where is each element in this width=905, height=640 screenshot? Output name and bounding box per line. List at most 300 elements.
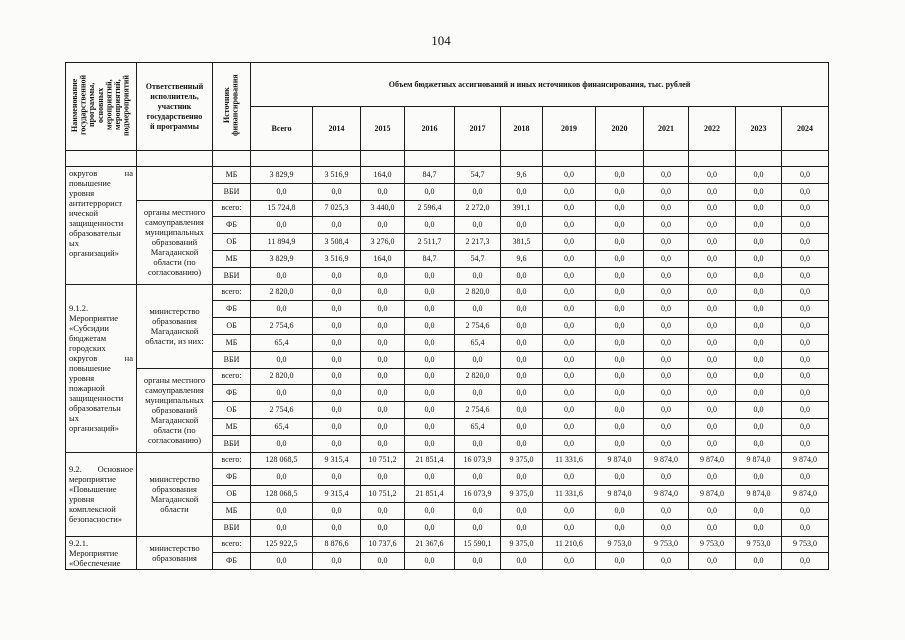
funding-source: ВБИ <box>213 267 251 284</box>
amount-cell: 0,0 <box>405 183 455 200</box>
amount-cell: 0,0 <box>405 402 455 419</box>
amount-cell: 84,7 <box>405 250 455 267</box>
amount-cell: 0,0 <box>543 200 596 217</box>
amount-cell: 164,0 <box>361 250 405 267</box>
amount-cell: 0,0 <box>501 435 543 452</box>
amount-cell: 0,0 <box>644 318 689 335</box>
amount-cell: 0,0 <box>543 318 596 335</box>
amount-cell: 0,0 <box>455 183 501 200</box>
amount-cell: 0,0 <box>361 301 405 318</box>
amount-cell: 0,0 <box>501 553 543 570</box>
amount-cell: 0,0 <box>596 368 644 385</box>
amount-cell: 0,0 <box>543 519 596 536</box>
amount-cell: 0,0 <box>736 183 782 200</box>
amount-cell: 0,0 <box>782 167 829 184</box>
amount-cell: 0,0 <box>736 402 782 419</box>
header-funding-source <box>213 63 251 151</box>
amount-cell: 0,0 <box>596 284 644 301</box>
amount-cell: 16 073,9 <box>455 452 501 469</box>
amount-cell: 0,0 <box>405 385 455 402</box>
table-row <box>66 284 829 301</box>
column-number <box>455 151 501 167</box>
column-number <box>736 151 782 167</box>
amount-cell: 0,0 <box>405 469 455 486</box>
table-row <box>66 536 829 553</box>
header-year: 2021 <box>644 107 689 151</box>
amount-cell: 0,0 <box>596 469 644 486</box>
header-program-name-text: Наименование государственной программы, основных мероприятий, мероприятий, подмероприятий <box>69 74 131 136</box>
header-year: 2016 <box>405 107 455 151</box>
column-number <box>644 151 689 167</box>
amount-cell: 9 874,0 <box>596 486 644 503</box>
amount-cell: 0,0 <box>251 502 313 519</box>
amount-cell: 2 820,0 <box>455 284 501 301</box>
amount-cell: 9 874,0 <box>644 486 689 503</box>
amount-cell: 0,0 <box>689 385 736 402</box>
amount-cell: 0,0 <box>782 318 829 335</box>
amount-cell: 0,0 <box>543 502 596 519</box>
amount-cell: 0,0 <box>782 418 829 435</box>
amount-cell: 0,0 <box>596 200 644 217</box>
amount-cell: 0,0 <box>455 502 501 519</box>
amount-cell: 0,0 <box>313 502 361 519</box>
amount-cell: 0,0 <box>782 334 829 351</box>
amount-cell: 0,0 <box>405 334 455 351</box>
header-year: 2020 <box>596 107 644 151</box>
amount-cell: 0,0 <box>251 385 313 402</box>
amount-cell: 0,0 <box>313 402 361 419</box>
amount-cell: 0,0 <box>644 385 689 402</box>
funding-source: ФБ <box>213 385 251 402</box>
column-number <box>361 151 405 167</box>
amount-cell: 0,0 <box>501 183 543 200</box>
amount-cell: 0,0 <box>689 183 736 200</box>
amount-cell: 0,0 <box>313 368 361 385</box>
amount-cell: 0,0 <box>361 284 405 301</box>
amount-cell: 0,0 <box>644 519 689 536</box>
amount-cell: 0,0 <box>313 519 361 536</box>
amount-cell: 0,0 <box>644 267 689 284</box>
column-number <box>137 151 213 167</box>
amount-cell: 0,0 <box>405 217 455 234</box>
amount-cell: 0,0 <box>543 267 596 284</box>
amount-cell: 0,0 <box>736 502 782 519</box>
amount-cell: 0,0 <box>736 351 782 368</box>
amount-cell: 0,0 <box>596 183 644 200</box>
amount-cell: 9 375,0 <box>501 452 543 469</box>
amount-cell: 0,0 <box>736 334 782 351</box>
amount-cell: 0,0 <box>313 217 361 234</box>
amount-cell: 0,0 <box>782 519 829 536</box>
amount-cell: 9 375,0 <box>501 536 543 553</box>
amount-cell: 128 068,5 <box>251 486 313 503</box>
program-item-name: 9.2.1. Мероприятие «Обеспечение <box>66 536 137 570</box>
amount-cell: 0,0 <box>782 502 829 519</box>
amount-cell: 0,0 <box>455 301 501 318</box>
amount-cell: 0,0 <box>405 418 455 435</box>
amount-cell: 9 874,0 <box>782 486 829 503</box>
funding-source: ВБИ <box>213 519 251 536</box>
amount-cell: 0,0 <box>596 167 644 184</box>
amount-cell: 0,0 <box>313 334 361 351</box>
amount-cell: 0,0 <box>644 250 689 267</box>
amount-cell: 0,0 <box>405 351 455 368</box>
amount-cell: 9 874,0 <box>689 452 736 469</box>
amount-cell: 0,0 <box>596 502 644 519</box>
amount-cell: 9 874,0 <box>596 452 644 469</box>
funding-source: всего: <box>213 284 251 301</box>
funding-source: МБ <box>213 250 251 267</box>
amount-cell: 0,0 <box>644 402 689 419</box>
executor-name: органы местного самоуправления муниципальных образований Магаданской области (по согласованию) <box>137 200 213 284</box>
amount-cell: 0,0 <box>405 435 455 452</box>
amount-cell: 0,0 <box>361 183 405 200</box>
amount-cell: 2 820,0 <box>455 368 501 385</box>
funding-source: ОБ <box>213 318 251 335</box>
amount-cell: 0,0 <box>689 519 736 536</box>
amount-cell: 0,0 <box>689 318 736 335</box>
column-number <box>66 151 137 167</box>
amount-cell: 0,0 <box>689 217 736 234</box>
amount-cell: 0,0 <box>782 368 829 385</box>
amount-cell: 9,6 <box>501 167 543 184</box>
amount-cell: 0,0 <box>455 385 501 402</box>
funding-source: МБ <box>213 334 251 351</box>
amount-cell: 84,7 <box>405 167 455 184</box>
amount-cell: 0,0 <box>644 217 689 234</box>
amount-cell: 0,0 <box>361 502 405 519</box>
amount-cell: 9 753,0 <box>596 536 644 553</box>
amount-cell: 0,0 <box>361 519 405 536</box>
amount-cell: 0,0 <box>501 385 543 402</box>
amount-cell: 0,0 <box>689 234 736 251</box>
amount-cell: 0,0 <box>361 402 405 419</box>
amount-cell: 0,0 <box>736 418 782 435</box>
header-year: 2024 <box>782 107 829 151</box>
table-row <box>66 167 829 184</box>
amount-cell: 0,0 <box>736 469 782 486</box>
amount-cell: 0,0 <box>782 301 829 318</box>
amount-cell: 9 874,0 <box>782 452 829 469</box>
amount-cell: 11 331,6 <box>543 452 596 469</box>
amount-cell: 0,0 <box>736 368 782 385</box>
column-number <box>405 151 455 167</box>
amount-cell: 0,0 <box>736 234 782 251</box>
amount-cell: 0,0 <box>782 250 829 267</box>
amount-cell: 0,0 <box>736 267 782 284</box>
amount-cell: 0,0 <box>455 435 501 452</box>
amount-cell: 0,0 <box>455 267 501 284</box>
amount-cell: 0,0 <box>736 385 782 402</box>
header-executor: Ответственный исполнитель, участник государственно й программы <box>137 63 213 151</box>
amount-cell: 0,0 <box>543 418 596 435</box>
amount-cell: 0,0 <box>405 267 455 284</box>
amount-cell: 0,0 <box>782 553 829 570</box>
amount-cell: 391,1 <box>501 200 543 217</box>
amount-cell: 9 753,0 <box>689 536 736 553</box>
amount-cell: 11 331,6 <box>543 486 596 503</box>
amount-cell: 7 025,3 <box>313 200 361 217</box>
amount-cell: 0,0 <box>596 301 644 318</box>
amount-cell: 0,0 <box>405 502 455 519</box>
amount-cell: 21 851,4 <box>405 486 455 503</box>
column-number <box>543 151 596 167</box>
amount-cell: 0,0 <box>543 435 596 452</box>
amount-cell: 0,0 <box>782 217 829 234</box>
amount-cell: 0,0 <box>644 368 689 385</box>
amount-cell: 0,0 <box>501 469 543 486</box>
amount-cell: 0,0 <box>501 402 543 419</box>
funding-source: ФБ <box>213 301 251 318</box>
amount-cell: 0,0 <box>313 267 361 284</box>
amount-cell: 0,0 <box>251 217 313 234</box>
amount-cell: 0,0 <box>644 200 689 217</box>
amount-cell: 3 508,4 <box>313 234 361 251</box>
amount-cell: 0,0 <box>405 318 455 335</box>
funding-source: МБ <box>213 167 251 184</box>
program-item-name: 9.2. Основное мероприятие «Повышение уровня комплексной безопасности» <box>66 452 137 536</box>
amount-cell: 0,0 <box>689 200 736 217</box>
amount-cell: 0,0 <box>782 402 829 419</box>
amount-cell: 0,0 <box>251 267 313 284</box>
amount-cell: 0,0 <box>644 553 689 570</box>
executor-name: министерство образования <box>137 536 213 570</box>
amount-cell: 9 375,0 <box>501 486 543 503</box>
amount-cell: 0,0 <box>543 402 596 419</box>
header-program-name <box>66 63 137 151</box>
amount-cell: 0,0 <box>501 502 543 519</box>
amount-cell: 21 367,6 <box>405 536 455 553</box>
amount-cell: 8 876,6 <box>313 536 361 553</box>
amount-cell: 0,0 <box>644 351 689 368</box>
amount-cell: 0,0 <box>405 301 455 318</box>
header-year: 2014 <box>313 107 361 151</box>
amount-cell: 0,0 <box>361 418 405 435</box>
amount-cell: 0,0 <box>596 318 644 335</box>
amount-cell: 10 737,6 <box>361 536 405 553</box>
amount-cell: 0,0 <box>596 553 644 570</box>
amount-cell: 0,0 <box>313 351 361 368</box>
executor-name: органы местного самоуправления муниципальных образований Магаданской области (по согласованию) <box>137 368 213 452</box>
amount-cell: 9 753,0 <box>736 536 782 553</box>
funding-source: всего: <box>213 200 251 217</box>
table-body <box>66 167 829 570</box>
amount-cell: 0,0 <box>543 301 596 318</box>
amount-cell: 0,0 <box>543 284 596 301</box>
amount-cell: 15 724,8 <box>251 200 313 217</box>
amount-cell: 9 874,0 <box>689 486 736 503</box>
amount-cell: 0,0 <box>361 385 405 402</box>
amount-cell: 0,0 <box>736 519 782 536</box>
amount-cell: 0,0 <box>736 217 782 234</box>
amount-cell: 0,0 <box>596 402 644 419</box>
amount-cell: 0,0 <box>361 334 405 351</box>
amount-cell: 2 754,6 <box>455 318 501 335</box>
funding-source: всего: <box>213 368 251 385</box>
amount-cell: 0,0 <box>596 351 644 368</box>
funding-source: ФБ <box>213 217 251 234</box>
funding-source: всего: <box>213 452 251 469</box>
amount-cell: 0,0 <box>501 301 543 318</box>
amount-cell: 65,4 <box>455 418 501 435</box>
funding-source: ОБ <box>213 234 251 251</box>
amount-cell: 21 851,4 <box>405 452 455 469</box>
amount-cell: 2 820,0 <box>251 368 313 385</box>
executor-name: министерство образования Магаданской области, из них: <box>137 284 213 368</box>
amount-cell: 9 753,0 <box>644 536 689 553</box>
amount-cell: 0,0 <box>405 519 455 536</box>
amount-cell: 0,0 <box>736 284 782 301</box>
amount-cell: 0,0 <box>361 267 405 284</box>
amount-cell: 0,0 <box>361 435 405 452</box>
amount-cell: 0,0 <box>543 351 596 368</box>
amount-cell: 65,4 <box>251 418 313 435</box>
amount-cell: 0,0 <box>361 469 405 486</box>
header-total: Всего <box>251 107 313 151</box>
amount-cell: 0,0 <box>689 267 736 284</box>
amount-cell: 0,0 <box>361 351 405 368</box>
funding-source: ВБИ <box>213 435 251 452</box>
amount-cell: 0,0 <box>501 351 543 368</box>
amount-cell: 0,0 <box>689 469 736 486</box>
amount-cell: 0,0 <box>596 519 644 536</box>
amount-cell: 65,4 <box>251 334 313 351</box>
amount-cell: 0,0 <box>689 502 736 519</box>
amount-cell: 0,0 <box>782 351 829 368</box>
amount-cell: 0,0 <box>455 351 501 368</box>
amount-cell: 0,0 <box>313 385 361 402</box>
header-budget-volume: Объем бюджетных ассигнований и иных источников финансирования, тыс. рублей <box>251 63 829 107</box>
amount-cell: 11 210,6 <box>543 536 596 553</box>
amount-cell: 0,0 <box>782 200 829 217</box>
amount-cell: 0,0 <box>313 418 361 435</box>
amount-cell: 0,0 <box>689 368 736 385</box>
amount-cell: 0,0 <box>689 553 736 570</box>
amount-cell: 0,0 <box>782 284 829 301</box>
amount-cell: 0,0 <box>455 469 501 486</box>
funding-source: ВБИ <box>213 183 251 200</box>
amount-cell: 0,0 <box>689 402 736 419</box>
funding-source: ОБ <box>213 402 251 419</box>
funding-source: ВБИ <box>213 351 251 368</box>
amount-cell: 0,0 <box>543 234 596 251</box>
amount-cell: 0,0 <box>501 418 543 435</box>
table-row <box>66 200 829 217</box>
amount-cell: 0,0 <box>596 435 644 452</box>
column-number-row <box>66 151 829 167</box>
amount-cell: 0,0 <box>736 301 782 318</box>
amount-cell: 0,0 <box>782 183 829 200</box>
amount-cell: 0,0 <box>543 183 596 200</box>
amount-cell: 0,0 <box>543 385 596 402</box>
amount-cell: 9 874,0 <box>736 486 782 503</box>
amount-cell: 0,0 <box>596 267 644 284</box>
amount-cell: 0,0 <box>361 318 405 335</box>
amount-cell: 0,0 <box>501 368 543 385</box>
amount-cell: 0,0 <box>644 301 689 318</box>
amount-cell: 0,0 <box>689 334 736 351</box>
amount-cell: 0,0 <box>644 502 689 519</box>
amount-cell: 0,0 <box>596 334 644 351</box>
amount-cell: 0,0 <box>313 284 361 301</box>
program-item-name: округов на повышение уровня антитеррорист ической защищенности образовательн ых организаций» <box>66 167 137 285</box>
amount-cell: 0,0 <box>251 469 313 486</box>
amount-cell: 0,0 <box>543 217 596 234</box>
amount-cell: 0,0 <box>313 469 361 486</box>
amount-cell: 3 276,0 <box>361 234 405 251</box>
amount-cell: 0,0 <box>596 385 644 402</box>
header-year: 2022 <box>689 107 736 151</box>
header-year: 2023 <box>736 107 782 151</box>
amount-cell: 0,0 <box>251 183 313 200</box>
funding-source: ФБ <box>213 553 251 570</box>
amount-cell: 0,0 <box>501 334 543 351</box>
amount-cell: 0,0 <box>251 351 313 368</box>
amount-cell: 0,0 <box>689 167 736 184</box>
executor-name: министерство образования Магаданской области <box>137 452 213 536</box>
amount-cell: 3 516,9 <box>313 250 361 267</box>
amount-cell: 0,0 <box>501 217 543 234</box>
header-row <box>66 63 829 107</box>
amount-cell: 0,0 <box>736 435 782 452</box>
amount-cell: 0,0 <box>644 418 689 435</box>
amount-cell: 0,0 <box>251 435 313 452</box>
amount-cell: 0,0 <box>455 553 501 570</box>
amount-cell: 2 754,6 <box>455 402 501 419</box>
budget-allocation-table <box>65 62 829 570</box>
amount-cell: 0,0 <box>251 553 313 570</box>
amount-cell: 9 315,4 <box>313 452 361 469</box>
header-year: 2019 <box>543 107 596 151</box>
amount-cell: 3 516,9 <box>313 167 361 184</box>
amount-cell: 0,0 <box>782 469 829 486</box>
amount-cell: 0,0 <box>644 334 689 351</box>
funding-source: МБ <box>213 502 251 519</box>
page-number: 104 <box>431 33 451 48</box>
amount-cell: 0,0 <box>689 301 736 318</box>
amount-cell: 10 751,2 <box>361 452 405 469</box>
column-number <box>596 151 644 167</box>
amount-cell: 0,0 <box>313 318 361 335</box>
amount-cell: 0,0 <box>596 418 644 435</box>
amount-cell: 0,0 <box>689 351 736 368</box>
amount-cell: 125 922,5 <box>251 536 313 553</box>
amount-cell: 54,7 <box>455 167 501 184</box>
amount-cell: 0,0 <box>313 553 361 570</box>
amount-cell: 0,0 <box>644 167 689 184</box>
header-funding-source-text: Источник финансирования <box>221 74 240 136</box>
amount-cell: 2 754,6 <box>251 318 313 335</box>
amount-cell: 0,0 <box>644 435 689 452</box>
amount-cell: 0,0 <box>644 284 689 301</box>
table-header <box>66 63 829 167</box>
amount-cell: 2 272,0 <box>455 200 501 217</box>
amount-cell: 381,5 <box>501 234 543 251</box>
amount-cell: 0,0 <box>782 267 829 284</box>
amount-cell: 0,0 <box>596 250 644 267</box>
amount-cell: 54,7 <box>455 250 501 267</box>
amount-cell: 11 894,9 <box>251 234 313 251</box>
amount-cell: 0,0 <box>251 519 313 536</box>
amount-cell: 0,0 <box>543 250 596 267</box>
amount-cell: 0,0 <box>543 368 596 385</box>
amount-cell: 0,0 <box>361 217 405 234</box>
amount-cell: 2 754,6 <box>251 402 313 419</box>
amount-cell: 0,0 <box>501 519 543 536</box>
column-number <box>689 151 736 167</box>
amount-cell: 0,0 <box>455 519 501 536</box>
header-year: 2017 <box>455 107 501 151</box>
